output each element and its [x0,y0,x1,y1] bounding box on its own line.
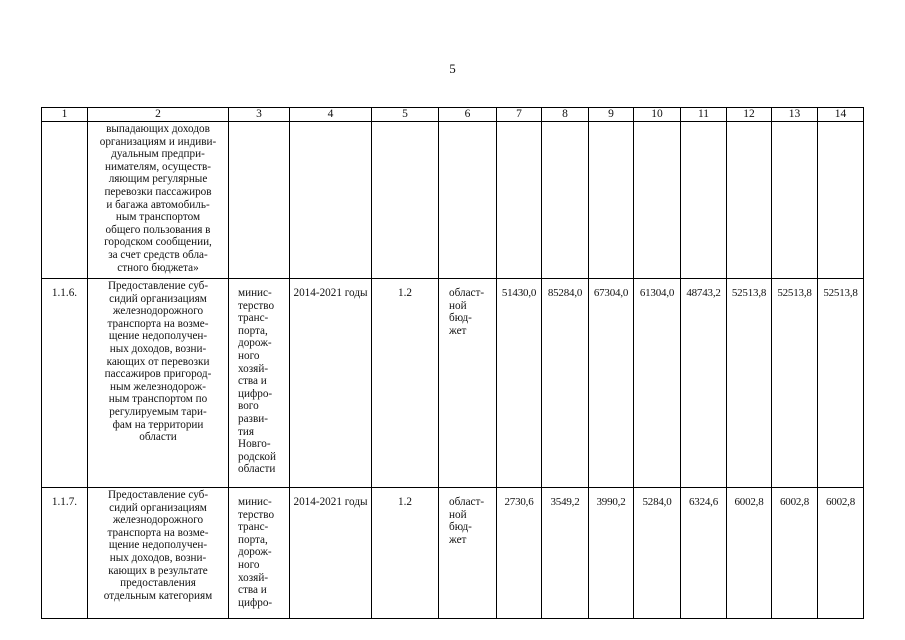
cell-line: терство [238,299,275,312]
header-cell: 2 [88,108,229,122]
column-number-row [42,108,864,122]
cell-line: порта, [238,533,268,546]
header-cell: 9 [589,108,634,122]
value-cell [772,122,818,279]
cell-line: бюд- [449,521,472,534]
header-cell: 7 [497,108,542,122]
value-cell: 6002,8 [772,488,818,619]
cell-line: ных доходов, возни- [109,551,207,564]
value-cell [589,122,634,279]
page-number: 5 [449,61,456,76]
cell-line: перевозки пассажиров [104,185,212,198]
item-target [372,122,439,279]
item-source [439,122,497,279]
cell-line: общего пользования в [105,223,211,236]
cell-line: за счет средств обла- [108,248,208,261]
cell-line: отдельным категориям [103,589,213,602]
cell-line: области [238,463,276,476]
cell-line: ного [238,558,260,571]
cell-line: транс- [238,521,269,534]
cell-line: бюд- [449,312,472,325]
item-period: 2014-2021 годы [290,279,372,488]
item-description [88,488,229,619]
cell-line: Предоставление суб- [107,280,209,292]
cell-line: област- [449,287,485,299]
cell-line: кающих в результате [108,564,208,577]
value-cell: 85284,0 [542,279,589,488]
cell-line: щение недополучен- [108,330,208,343]
table-row [42,122,864,279]
header-cell: 8 [542,108,589,122]
header-cell: 14 [818,108,864,122]
value-cell: 61304,0 [634,279,681,488]
cell-line: области [139,431,177,444]
cell-line: минис- [238,496,272,508]
item-period [290,122,372,279]
cell-line: ным железнодорож- [110,380,206,393]
cell-line: организациям и индиви- [99,135,217,148]
cell-line: дорож- [238,337,272,350]
item-source [439,279,497,488]
item-period: 2014-2021 годы [290,488,372,619]
cell-line: ным транспортом [115,211,201,224]
value-cell: 6002,8 [818,488,864,619]
value-cell [634,122,681,279]
cell-line: цифро- [238,596,273,609]
item-description [88,122,229,279]
cell-line: пассажиров пригород- [104,368,212,381]
cell-line: порта, [238,324,268,337]
cell-line: хозяй- [238,362,269,375]
value-cell [542,122,589,279]
cell-line: цифро- [238,387,273,400]
item-target: 1.2 [372,279,439,488]
cell-line: сидий организациям [109,501,207,514]
cell-line: и багажа автомобиль- [106,198,210,211]
cell-line: жет [449,533,467,546]
program-table [41,107,864,619]
cell-line: фам на территории [112,418,204,431]
value-cell [727,122,772,279]
item-number: 1.1.7. [42,488,88,619]
cell-line: транс- [238,312,269,325]
header-cell: 6 [439,108,497,122]
item-number: 1.1.6. [42,279,88,488]
header-cell: 4 [290,108,372,122]
item-target: 1.2 [372,488,439,619]
cell-line: регулируемым тари- [109,405,207,418]
value-cell: 3990,2 [589,488,634,619]
item-executor [229,279,290,488]
header-cell: 13 [772,108,818,122]
cell-line: транспорта на возме- [107,317,209,330]
cell-line: Новго- [238,438,271,451]
item-number [42,122,88,279]
cell-line: стного бюджета» [117,261,199,274]
item-description [88,279,229,488]
value-cell [818,122,864,279]
cell-line: област- [449,496,485,508]
cell-line: родской [238,450,276,463]
cell-line: дуальным предпри- [111,148,205,161]
cell-line: терство [238,508,275,521]
cell-line: ной [449,299,467,312]
cell-line: жет [449,324,467,337]
cell-line: предоставления [120,577,196,590]
cell-line: нимателям, осуществ- [105,160,211,173]
cell-line: транспорта на возме- [107,526,209,539]
header-cell: 12 [727,108,772,122]
cell-line: тия [238,425,255,438]
cell-line: выпадающих доходов [106,123,210,135]
cell-line: кающих от перевозки [106,355,210,368]
header-cell: 10 [634,108,681,122]
cell-line: городском сообщении, [104,236,212,249]
value-cell: 6324,6 [681,488,727,619]
cell-line: щение недополучен- [108,539,208,552]
cell-line: ляющим регулярные [108,173,208,186]
item-executor [229,122,290,279]
cell-line: ного [238,349,260,362]
value-cell [497,122,542,279]
cell-line: разви- [238,412,268,425]
cell-line: ства и [238,584,267,597]
value-cell: 52513,8 [818,279,864,488]
value-cell: 2730,6 [497,488,542,619]
cell-line: ным транспортом по [108,393,208,406]
value-cell: 67304,0 [589,279,634,488]
cell-line: хозяй- [238,571,269,584]
header-cell: 3 [229,108,290,122]
table-row [42,488,864,619]
value-cell: 3549,2 [542,488,589,619]
cell-line: ства и [238,375,267,388]
header-cell: 5 [372,108,439,122]
value-cell: 48743,2 [681,279,727,488]
value-cell: 52513,8 [727,279,772,488]
table-row [42,279,864,488]
item-source [439,488,497,619]
value-cell: 52513,8 [772,279,818,488]
cell-line: Предоставление суб- [107,489,209,501]
cell-line: дорож- [238,546,272,559]
header-cell: 11 [681,108,727,122]
cell-line: минис- [238,287,272,299]
cell-line: железнодорожного [112,305,204,318]
value-cell: 6002,8 [727,488,772,619]
cell-line: вого [238,400,259,413]
cell-line: железнодорожного [112,514,204,527]
cell-line: сидий организациям [109,292,207,305]
cell-line: ных доходов, возни- [109,342,207,355]
cell-line: ной [449,508,467,521]
value-cell [681,122,727,279]
value-cell: 51430,0 [497,279,542,488]
header-cell: 1 [42,108,88,122]
value-cell: 5284,0 [634,488,681,619]
item-executor [229,488,290,619]
